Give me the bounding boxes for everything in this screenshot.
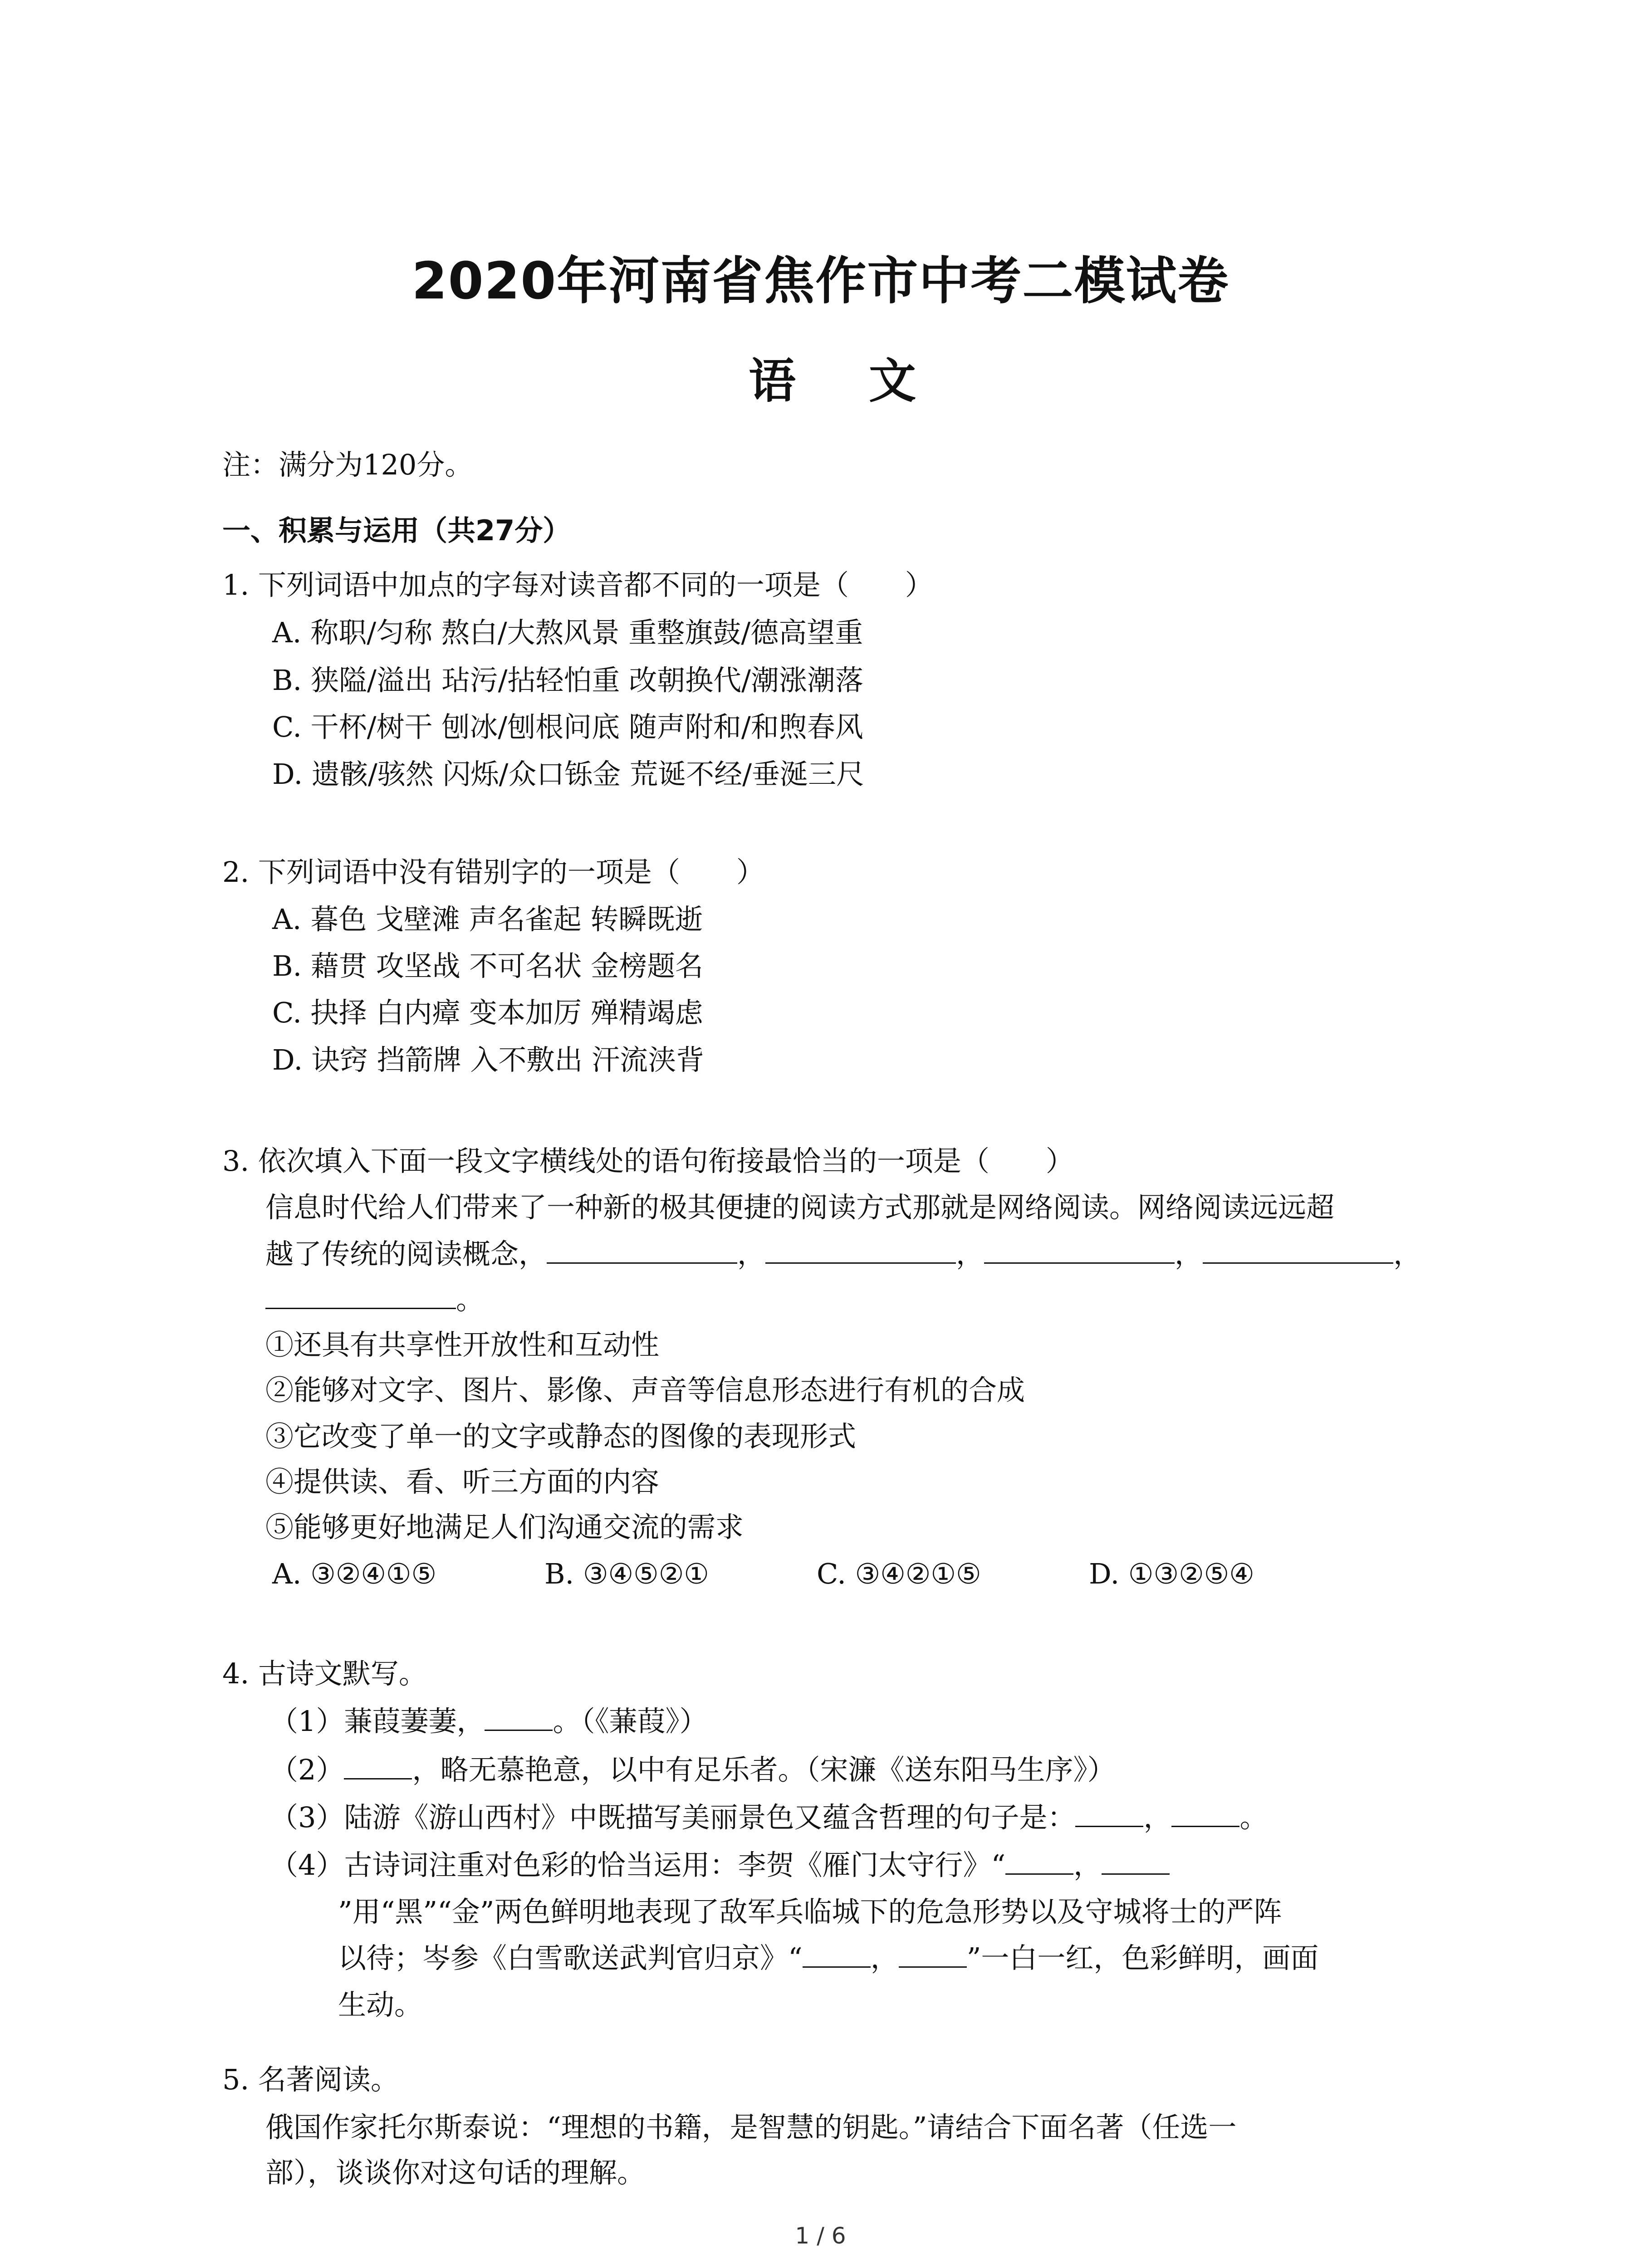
page-number: 1 / 6: [795, 2223, 846, 2249]
comma: ，: [956, 1237, 985, 1271]
question-4-stem: 4. 古诗文默写。: [222, 1657, 427, 1690]
question-3-item-4: ④提供读、看、听三方面的内容: [265, 1465, 660, 1498]
fill-blank: [803, 1939, 871, 1968]
item-text: （2）: [270, 1753, 344, 1786]
question-4-item-3: [270, 1797, 1268, 1838]
question-3-choice-d: D. ①③②⑤④: [1089, 1557, 1254, 1590]
question-5-line-2: 部），谈谈你对这句话的理解。: [265, 2156, 646, 2189]
item-text: （1）蒹葭萋萋，: [270, 1705, 485, 1738]
score-note: 注：满分为120分。: [222, 448, 473, 481]
subject-char-1: 语: [749, 353, 796, 409]
item-text: 以待；岑参《白雪歌送武判官归京》“: [338, 1941, 803, 1975]
question-2-option-c: C. 抉择 白内瘴 变本加厉 殚精竭虑: [272, 996, 703, 1029]
question-3-item-1: ①还具有共享性开放性和互动性: [265, 1328, 660, 1361]
fill-blank: [899, 1939, 967, 1968]
fill-blank: [485, 1702, 553, 1731]
question-2-option-d: D. 诀窍 挡箭牌 入不敷出 汗流浃背: [272, 1043, 705, 1076]
item-text: （3）陆游《游山西村》中既描写美丽景色又蕴含哲理的句子是：: [270, 1801, 1076, 1834]
question-3-choice-c: C. ③④②①⑤: [817, 1557, 981, 1590]
period: 。: [456, 1283, 485, 1316]
paragraph-text: 越了传统的阅读概念，: [265, 1237, 547, 1271]
question-1-option-c: C. 干杯/树干 刨冰/刨根问底 随声附和/和煦春风: [272, 710, 863, 743]
question-5-line-1: 俄国作家托尔斯泰说：“理想的书籍，是智慧的钥匙。”请结合下面名著（任选一: [265, 2111, 1237, 2144]
fill-blank: [1005, 1846, 1073, 1875]
fill-blank: [1171, 1799, 1239, 1827]
question-3-item-5: ⑤能够更好地满足人们沟通交流的需求: [265, 1510, 744, 1544]
question-5-stem: 5. 名著阅读。: [222, 2063, 399, 2096]
item-text: （4）古诗词注重对色彩的恰当运用：李贺《雁门太守行》“: [270, 1848, 1006, 1882]
question-3-paragraph-line-1: 信息时代给人们带来了一种新的极其便捷的阅读方式那就是网络阅读。网络阅读远远超: [265, 1191, 1335, 1224]
question-2-option-b: B. 藉贯 攻坚战 不可名状 金榜题名: [272, 949, 704, 982]
item-text: ，: [1143, 1801, 1172, 1834]
fill-blank: [547, 1235, 737, 1264]
question-1-stem: 1. 下列词语中加点的字每对读音都不同的一项是（ ）: [222, 568, 933, 601]
question-4-item-1: [270, 1701, 707, 1742]
question-3-choice-a: A. ③②④①⑤: [272, 1557, 437, 1590]
fill-blank: [1102, 1846, 1170, 1875]
comma: ，: [737, 1237, 766, 1271]
question-2-stem: 2. 下列词语中没有错别字的一项是（ ）: [222, 855, 764, 889]
section-heading: 一、积累与运用（共27分）: [222, 514, 571, 547]
question-3-item-2: ②能够对文字、图片、影像、声音等信息形态进行有机的合成: [265, 1374, 1025, 1407]
fill-blank: [344, 1751, 412, 1779]
fill-blank: [265, 1281, 456, 1309]
question-3-stem: 3. 依次填入下面一段文字横线处的语句衔接最恰当的一项是（ ）: [222, 1144, 1074, 1178]
question-4-item-4-line-4: 生动。: [338, 1988, 423, 2021]
item-text: 。: [1239, 1801, 1268, 1834]
subject-char-2: 文: [869, 353, 916, 409]
question-2-option-a: A. 暮色 戈壁滩 声名雀起 转瞬既逝: [272, 903, 703, 936]
item-text: ，: [1073, 1848, 1102, 1882]
item-text: ，: [870, 1941, 899, 1975]
comma: ，: [1175, 1237, 1203, 1271]
fill-blank: [984, 1235, 1175, 1264]
fill-blank: [765, 1235, 956, 1264]
question-3-paragraph-line-2: [265, 1234, 1421, 1275]
question-1-option-d: D. 遗骸/骇然 闪烁/众口铄金 荒诞不经/垂涎三尺: [272, 758, 864, 791]
item-text: ，略无慕艳意，以中有足乐者。（宋濂《送东阳马生序》）: [412, 1753, 1116, 1786]
question-3-item-3: ③它改变了单一的文字或静态的图像的表现形式: [265, 1420, 857, 1453]
item-text: 。（《蒹葭》）: [553, 1705, 708, 1738]
comma: ，: [1393, 1237, 1422, 1271]
question-3-choice-b: B. ③④⑤②①: [544, 1557, 709, 1590]
question-4-item-4-line-3: [338, 1938, 1318, 1979]
subject-heading: [749, 349, 930, 413]
question-4-item-2: [270, 1750, 1115, 1790]
question-4-item-4: [270, 1845, 1170, 1886]
question-4-item-4-line-2: ”用“黑”“金”两色鲜明地表现了敌军兵临城下的危急形势以及守城将士的严阵: [338, 1895, 1282, 1928]
exam-title: 2020年河南省焦作市中考二模试卷: [411, 252, 1230, 311]
question-1-option-a: A. 称职/匀称 熬白/大熬风景 重整旗鼓/德高望重: [272, 616, 863, 649]
fill-blank: [1075, 1799, 1143, 1827]
item-text: ”一白一红，色彩鲜明，画面: [966, 1941, 1319, 1975]
question-1-option-b: B. 狭隘/溢出 玷污/拈轻怕重 改朝换代/潮涨潮落: [272, 664, 864, 697]
fill-blank: [1203, 1235, 1393, 1264]
question-3-paragraph-line-3: [265, 1279, 484, 1320]
